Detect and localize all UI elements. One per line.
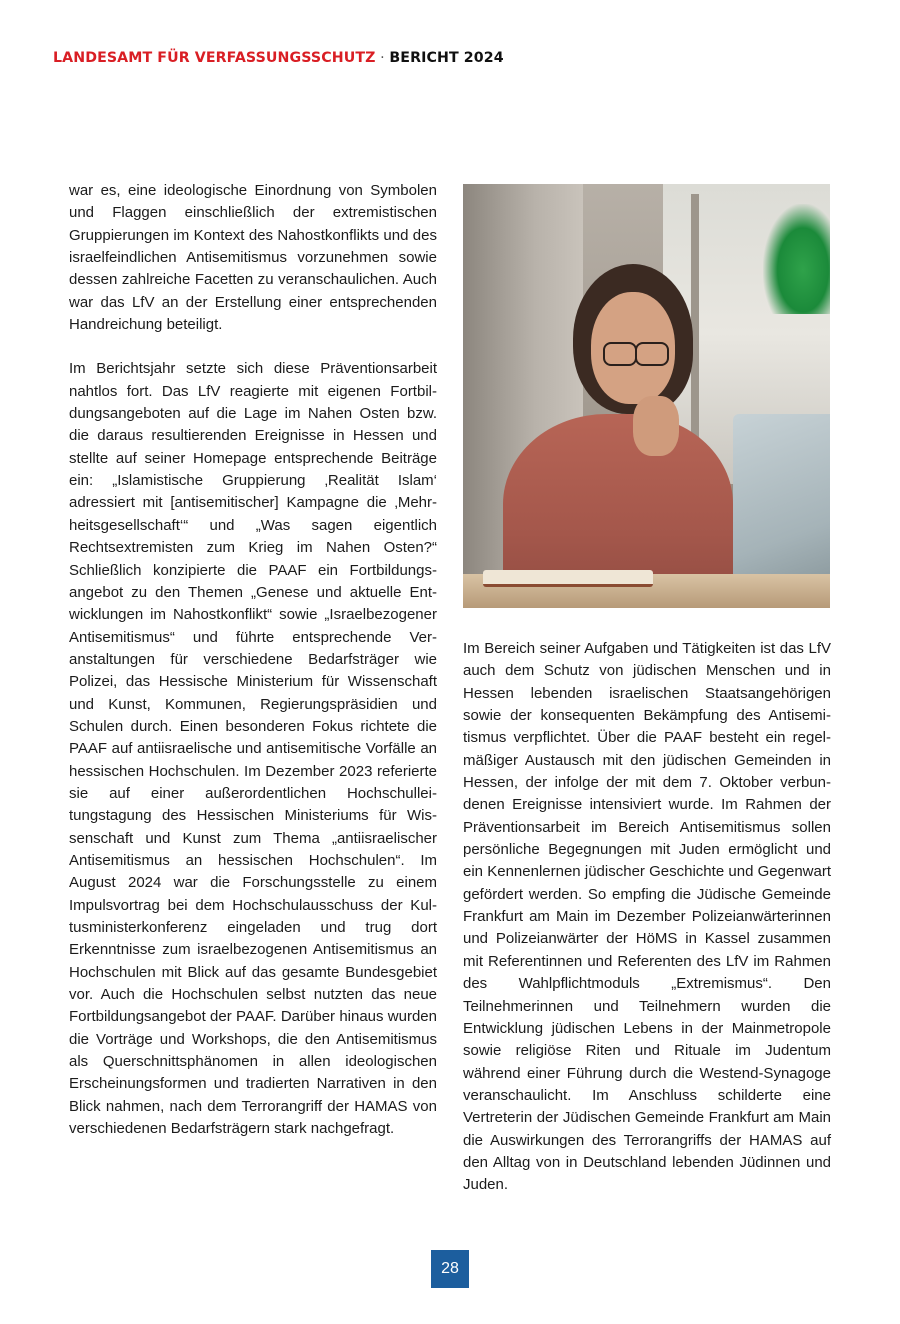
left-text-column: [69, 180, 437, 1140]
left-paragraph-1: war es, eine ideologische Einordnung von Symbolen und Flaggen einschließlich der extremistischen Gruppierungen im Kontext des Nahostkonflikts und des israelfeindlichen Antisemitismus vorzunehmen sowie dessen zahlreiche Facetten zu veranschaulichen. Auch war das LfV an der Erstellung einer entsprechenden Handreichung beteiligt.: [69, 182, 437, 334]
right-text-column: [463, 638, 831, 1197]
left-paragraph-2: Im Berichtsjahr setzte sich diese Präventionsarbeit nahtlos fort. Das LfV reagierte mit eigenen Fortbildungsangeboten auf die Lage im Nahen Osten bzw. die daraus resultierenden Ereignisse in Hessen und stellte auf seiner Homepage entsprechende Beiträge ein: „Islamistische Gruppierung ‚Realität Islam‘ adressiert mit [antisemitischer] Kampagne die ‚Mehrheitsgesellschaft‘“ und „Was sagen eigentlich Rechtsextremisten zum Krieg im Nahen Osten?“ Schließlich konzipierte die PAAF ein Fortbildungsangebot zu den Themen „Genese und aktuelle Entwicklungen im Nahostkonflikt“ sowie „Israelbezogener Antisemitismus“ und führte entsprechende Veranstaltungen für verschiedene Bedarfsträger wie Polizei, das Hessische Ministerium für Wissenschaft und Kunst, Kommunen, Regierungspräsidien und Schulen durch. Einen besonderen Fokus richtete die PAAF auf antiisraelische und antisemitische Vorfälle an hessischen Hochschulen. Im Dezember 2023 referierte sie auf einer außerordentlichen Hochschulleitungstagung des Hessischen Ministeriums für Wissenschaft und Kunst zum Thema „antiisraelischer Antisemitismus an hessischen Hochschulen“. Im August 2024 war die Forschungsstelle zu einem Impulsvortrag bei dem Hochschulausschuss der Kultusministerkonferenz eingeladen und trug dort Erkenntnisse zum israelbezogenen Antisemitismus an Hochschulen mit Blick auf das gesamte Bundesgebiet vor. Auch die Hochschulen selbst nutzten das neue Fortbildungsangebot der PAAF. Darüber hinaus wurden die Vorträge und Workshops, die den Antisemitismus als Querschnittsphänomen in allen ideologischen Erscheinungsformen und tradierten Narrativen in den Blick nahmen, nach dem Terrorangriff der HAMAS von verschiedenen Bedarfsträgern stark nachgefragt.: [69, 360, 437, 1138]
page-number: 28: [431, 1250, 469, 1288]
running-header: [53, 50, 504, 66]
right-paragraph-1: Im Bereich seiner Aufgaben und Tätigkeiten ist das LfV auch dem Schutz von jüdischen Menschen und in Hessen lebenden israelischen Staatsangehörigen sowie der konsequenten Bekämpfung des Antisemitismus verpflichtet. Über die PAAF besteht ein regelmäßiger Austausch mit den jüdischen Gemeinden in Hessen, der infolge der mit dem 7. Oktober verbundenen Ereignisse intensiviert wurde. Im Rahmen der Präventionsarbeit im Bereich Antisemitismus sollen persönliche Begegnungen mit Juden ermöglicht und ein Kennenlernen jüdischer Geschichte und Gegenwart gefördert werden. So empfing die Jüdische Gemeinde Frankfurt am Main im Dezember Polizeianwärterinnen und Polizeianwärter der HöMS in Kassel zusammen mit Referentinnen und Referenten des LfV im Rahmen des Wahlpflichtmoduls „Extremismus“. Den Teilnehmerinnen und Teilnehmern wurden die Entwicklung jüdischen Lebens in der Mainmetropole sowie religiöse Riten und Rituale im Judentum während einer Führung durch die Westend-Synagoge veranschaulicht. Im Anschluss schilderte eine Vertreterin der Jüdischen Gemeinde Frankfurt am Main die Auswirkungen des Terrorangriffs der HAMAS auf den Alltag von in Deutschland lebenden Jüdinnen und Juden.: [463, 640, 831, 1194]
photo-woman-at-desk: [463, 184, 830, 608]
header-separator: ·: [375, 50, 390, 66]
header-report-title: BERICHT 2024: [389, 50, 504, 66]
header-organization: LANDESAMT FÜR VERFASSUNGSSCHUTZ: [53, 50, 376, 66]
